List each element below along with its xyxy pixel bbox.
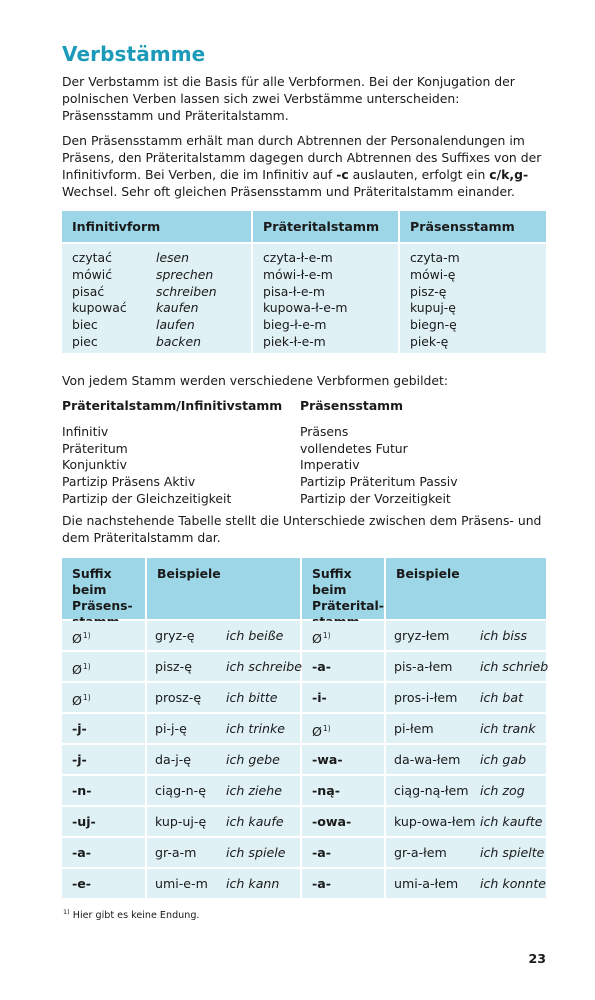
suffix-value: Ø <box>72 693 82 708</box>
preterite-forms-column <box>62 398 300 508</box>
suffix-value: -i- <box>312 690 327 705</box>
present-form-item: Partizip Präteritum Passiv <box>300 474 458 490</box>
example-present <box>147 683 300 712</box>
forms-intro: Von jedem Stamm werden verschiedene Verbformen gebildet: <box>62 373 449 388</box>
german-form: ich bitte <box>226 690 278 705</box>
suffix-present <box>62 621 145 650</box>
suffix-value: -ną- <box>312 783 340 798</box>
polish-form: gryz-łem <box>394 628 450 643</box>
example-present <box>147 869 300 898</box>
example-present <box>147 776 300 805</box>
suffix-preterite <box>302 745 384 774</box>
polish-form: umi-a-łem <box>394 876 459 891</box>
footnote <box>62 908 199 921</box>
polish-form: ciąg-ną-łem <box>394 783 469 798</box>
suffix-table-rows <box>62 621 549 900</box>
footnote-ref: 1) <box>322 724 331 733</box>
polish-form: pi-j-ę <box>155 721 187 736</box>
polish-infinitive: czytać <box>72 250 112 265</box>
example-present <box>147 745 300 774</box>
infinitive-row <box>72 334 251 351</box>
preterite-form-item: Konjunktiv <box>62 457 127 473</box>
suffix-preterite <box>302 683 384 712</box>
german-form: ich schrieb <box>480 659 549 674</box>
present-stem: biegn-ę <box>410 317 457 333</box>
suffix-preterite <box>302 621 384 650</box>
german-translation: backen <box>156 333 201 349</box>
suffix-value: -a- <box>312 659 331 674</box>
header-suffix-preterite <box>302 558 384 619</box>
suffix-preterite <box>302 652 384 681</box>
suffix-present <box>62 838 145 867</box>
table-row <box>62 714 546 745</box>
polish-form: kup-owa-łem <box>394 814 476 829</box>
german-form: ich spielte <box>480 845 545 860</box>
german-form: ich konnte <box>480 876 547 891</box>
preterite-form-item: Infinitiv <box>62 423 109 439</box>
stem-text-c: Wechsel. Sehr oft gleichen Präsensstamm und Präteritalstamm einander. <box>62 184 515 199</box>
suffix-value: -n- <box>72 783 92 798</box>
header-examples-present: Beispiele <box>147 558 300 619</box>
table-row <box>62 807 546 838</box>
table-row <box>62 745 546 776</box>
infinitive-row <box>72 250 251 267</box>
present-column <box>400 244 546 353</box>
example-preterite <box>386 838 546 867</box>
suffix-preterite <box>302 869 384 898</box>
polish-infinitive: biec <box>72 317 98 333</box>
present-forms-title: Präsensstamm <box>300 398 404 413</box>
polish-infinitive: kupować <box>72 300 127 316</box>
stem-bold-a: -c <box>336 167 349 182</box>
infinitive-row <box>72 317 251 334</box>
present-form-item: vollendetes Futur <box>300 440 408 456</box>
example-preterite <box>386 714 546 743</box>
german-form: ich kann <box>226 876 280 891</box>
example-preterite <box>386 776 546 805</box>
present-forms-column <box>300 398 546 508</box>
header-preterite-stem: Präteritalstamm <box>253 211 398 242</box>
stem-text-b: auslauten, erfolgt ein <box>348 167 490 182</box>
example-preterite <box>386 745 546 774</box>
polish-form: prosz-ę <box>155 690 202 705</box>
polish-form: kup-uj-ę <box>155 814 207 829</box>
polish-form: pisz-ę <box>155 659 192 674</box>
example-preterite <box>386 652 549 681</box>
example-preterite <box>386 807 546 836</box>
example-present <box>147 838 300 867</box>
present-form-item: Präsens <box>300 423 349 439</box>
suffix-present <box>62 683 145 712</box>
intro-paragraph: Der Verbstamm ist die Basis für alle Verbformen. Bei der Konjugation der polnischen Verben lassen sich zwei Verbstämme unterscheiden: Präsensstamm und Präteritalstamm. <box>62 74 515 123</box>
german-form: ich beiße <box>226 628 284 643</box>
footnote-text: Hier gibt es keine Endung. <box>72 910 200 921</box>
header-present-stem: Präsensstamm <box>400 211 546 242</box>
stem-paragraph <box>62 132 546 200</box>
suffix-preterite <box>302 714 384 743</box>
example-present <box>147 807 300 836</box>
table-row <box>62 838 546 869</box>
stem-table <box>62 211 546 353</box>
suffix-value: -owa- <box>312 814 352 829</box>
german-translation: laufen <box>156 317 195 333</box>
suffix-value: -wa- <box>312 752 343 767</box>
german-form: ich bat <box>480 690 524 705</box>
preterite-stem: czyta-ł-e-m <box>263 250 333 265</box>
present-form-item: Imperativ <box>300 457 360 473</box>
suffix-value: -a- <box>72 845 91 860</box>
suffix-value: Ø <box>312 631 322 646</box>
suffix-present <box>62 807 145 836</box>
german-translation: lesen <box>156 250 189 265</box>
polish-form: gr-a-m <box>155 845 197 860</box>
example-present <box>147 652 303 681</box>
suffix-value: Ø <box>72 631 82 646</box>
suffix-present <box>62 652 145 681</box>
suffix-preterite <box>302 776 384 805</box>
present-form-item: Partizip der Vorzeitigkeit <box>300 490 451 506</box>
german-form: ich gebe <box>226 752 280 767</box>
polish-infinitive: pisać <box>72 283 105 299</box>
polish-form: gr-a-łem <box>394 845 447 860</box>
present-stem: mówi-ę <box>410 266 456 282</box>
present-stem: czyta-m <box>410 250 460 265</box>
example-present <box>147 714 300 743</box>
preterite-stem: bieg-ł-e-m <box>263 317 327 333</box>
german-form: ich biss <box>480 628 528 643</box>
example-present <box>147 621 300 650</box>
german-form: ich schreibe <box>226 659 303 674</box>
footnote-ref: 1) <box>322 631 331 640</box>
german-form: ich trinke <box>226 721 286 736</box>
table-row <box>62 621 546 652</box>
example-preterite <box>386 869 546 898</box>
polish-form: da-wa-łem <box>394 752 461 767</box>
present-stem: kupuj-ę <box>410 300 456 316</box>
polish-form: umi-e-m <box>155 876 208 891</box>
suffix-value: -j- <box>72 752 87 767</box>
footnote-ref: 1) <box>82 631 91 640</box>
footnote-ref: 1) <box>82 662 91 671</box>
suffix-present <box>62 745 145 774</box>
example-preterite <box>386 683 546 712</box>
german-translation: schreiben <box>156 283 217 299</box>
header-examples-preterite: Beispiele <box>386 558 546 619</box>
preterite-stem: mówi-ł-e-m <box>263 266 333 282</box>
suffix-preterite <box>302 838 384 867</box>
header-line: Präsens- <box>72 598 133 613</box>
german-form: ich kaufe <box>226 814 284 829</box>
suffix-value: -uj- <box>72 814 96 829</box>
page-number: 23 <box>528 951 546 966</box>
present-stem: pisz-ę <box>410 283 447 299</box>
stem-bold-b: c/k,g- <box>489 167 529 182</box>
footnote-ref: 1) <box>82 693 91 702</box>
header-line: Suffix beim <box>72 566 112 597</box>
suffix-present <box>62 869 145 898</box>
suffix-value: -j- <box>72 721 87 736</box>
polish-infinitive: piec <box>72 333 98 349</box>
table-row <box>62 869 546 900</box>
header-line: Suffix beim <box>312 566 352 597</box>
present-stem: piek-ę <box>410 333 449 349</box>
preterite-stem: pisa-ł-e-m <box>263 283 325 299</box>
german-form: ich trank <box>480 721 536 736</box>
table-row <box>62 652 549 683</box>
suffix-value: Ø <box>312 724 322 739</box>
table-row <box>62 776 546 807</box>
suffix-present <box>62 776 145 805</box>
preterite-form-item: Partizip der Gleichzeitigkeit <box>62 490 232 506</box>
german-form: ich gab <box>480 752 527 767</box>
german-form: ich kaufte <box>480 814 543 829</box>
suffix-value: -e- <box>72 876 91 891</box>
infinitive-row <box>72 300 251 317</box>
header-suffix-present <box>62 558 145 619</box>
german-translation: kaufen <box>156 300 199 316</box>
suffix-preterite <box>302 807 384 836</box>
polish-form: pis-a-łem <box>394 659 453 674</box>
infinitive-row <box>72 267 251 284</box>
suffix-value: -a- <box>312 845 331 860</box>
preterite-stem: piek-ł-e-m <box>263 333 326 349</box>
example-preterite <box>386 621 546 650</box>
polish-form: ciąg-n-ę <box>155 783 206 798</box>
german-translation: sprechen <box>156 266 214 282</box>
suffix-present <box>62 714 145 743</box>
polish-form: da-j-ę <box>155 752 192 767</box>
header-line: Präterital- <box>312 598 384 613</box>
polish-form: pi-łem <box>394 721 434 736</box>
german-form: ich spiele <box>226 845 286 860</box>
table-row <box>62 683 546 714</box>
polish-form: pros-i-łem <box>394 690 458 705</box>
preterite-forms-title: Präteritalstamm/Infinitivstamm <box>62 398 283 413</box>
preterite-form-item: Präteritum <box>62 440 128 456</box>
header-infinitive: Infinitivform <box>62 211 251 242</box>
infinitive-column <box>62 244 251 353</box>
german-form: ich zog <box>480 783 525 798</box>
suffix-value: -a- <box>312 876 331 891</box>
preterite-form-item: Partizip Präsens Aktiv <box>62 474 196 490</box>
german-form: ich ziehe <box>226 783 282 798</box>
suffix-value: Ø <box>72 662 82 677</box>
polish-infinitive: mówić <box>72 266 113 282</box>
page-title: Verbstämme <box>62 42 206 66</box>
preterite-stem: kupowa-ł-e-m <box>263 300 348 316</box>
footnote-mark: 1) <box>63 908 70 916</box>
preterite-column <box>253 244 398 353</box>
infinitive-row <box>72 284 251 301</box>
table2-intro: Die nachstehende Tabelle stellt die Unterschiede zwischen dem Präsens- und dem Präteritalstamm dar. <box>62 513 542 545</box>
stem-text-a: Den Präsensstamm erhält man durch Abtrennen der Personalendungen im Präsens, den Präteritalstamm dagegen durch Abtrennen des Suffixes von der Infinitivform. Bei Verben, die im Infinitiv auf <box>62 133 542 182</box>
polish-form: gryz-ę <box>155 628 195 643</box>
